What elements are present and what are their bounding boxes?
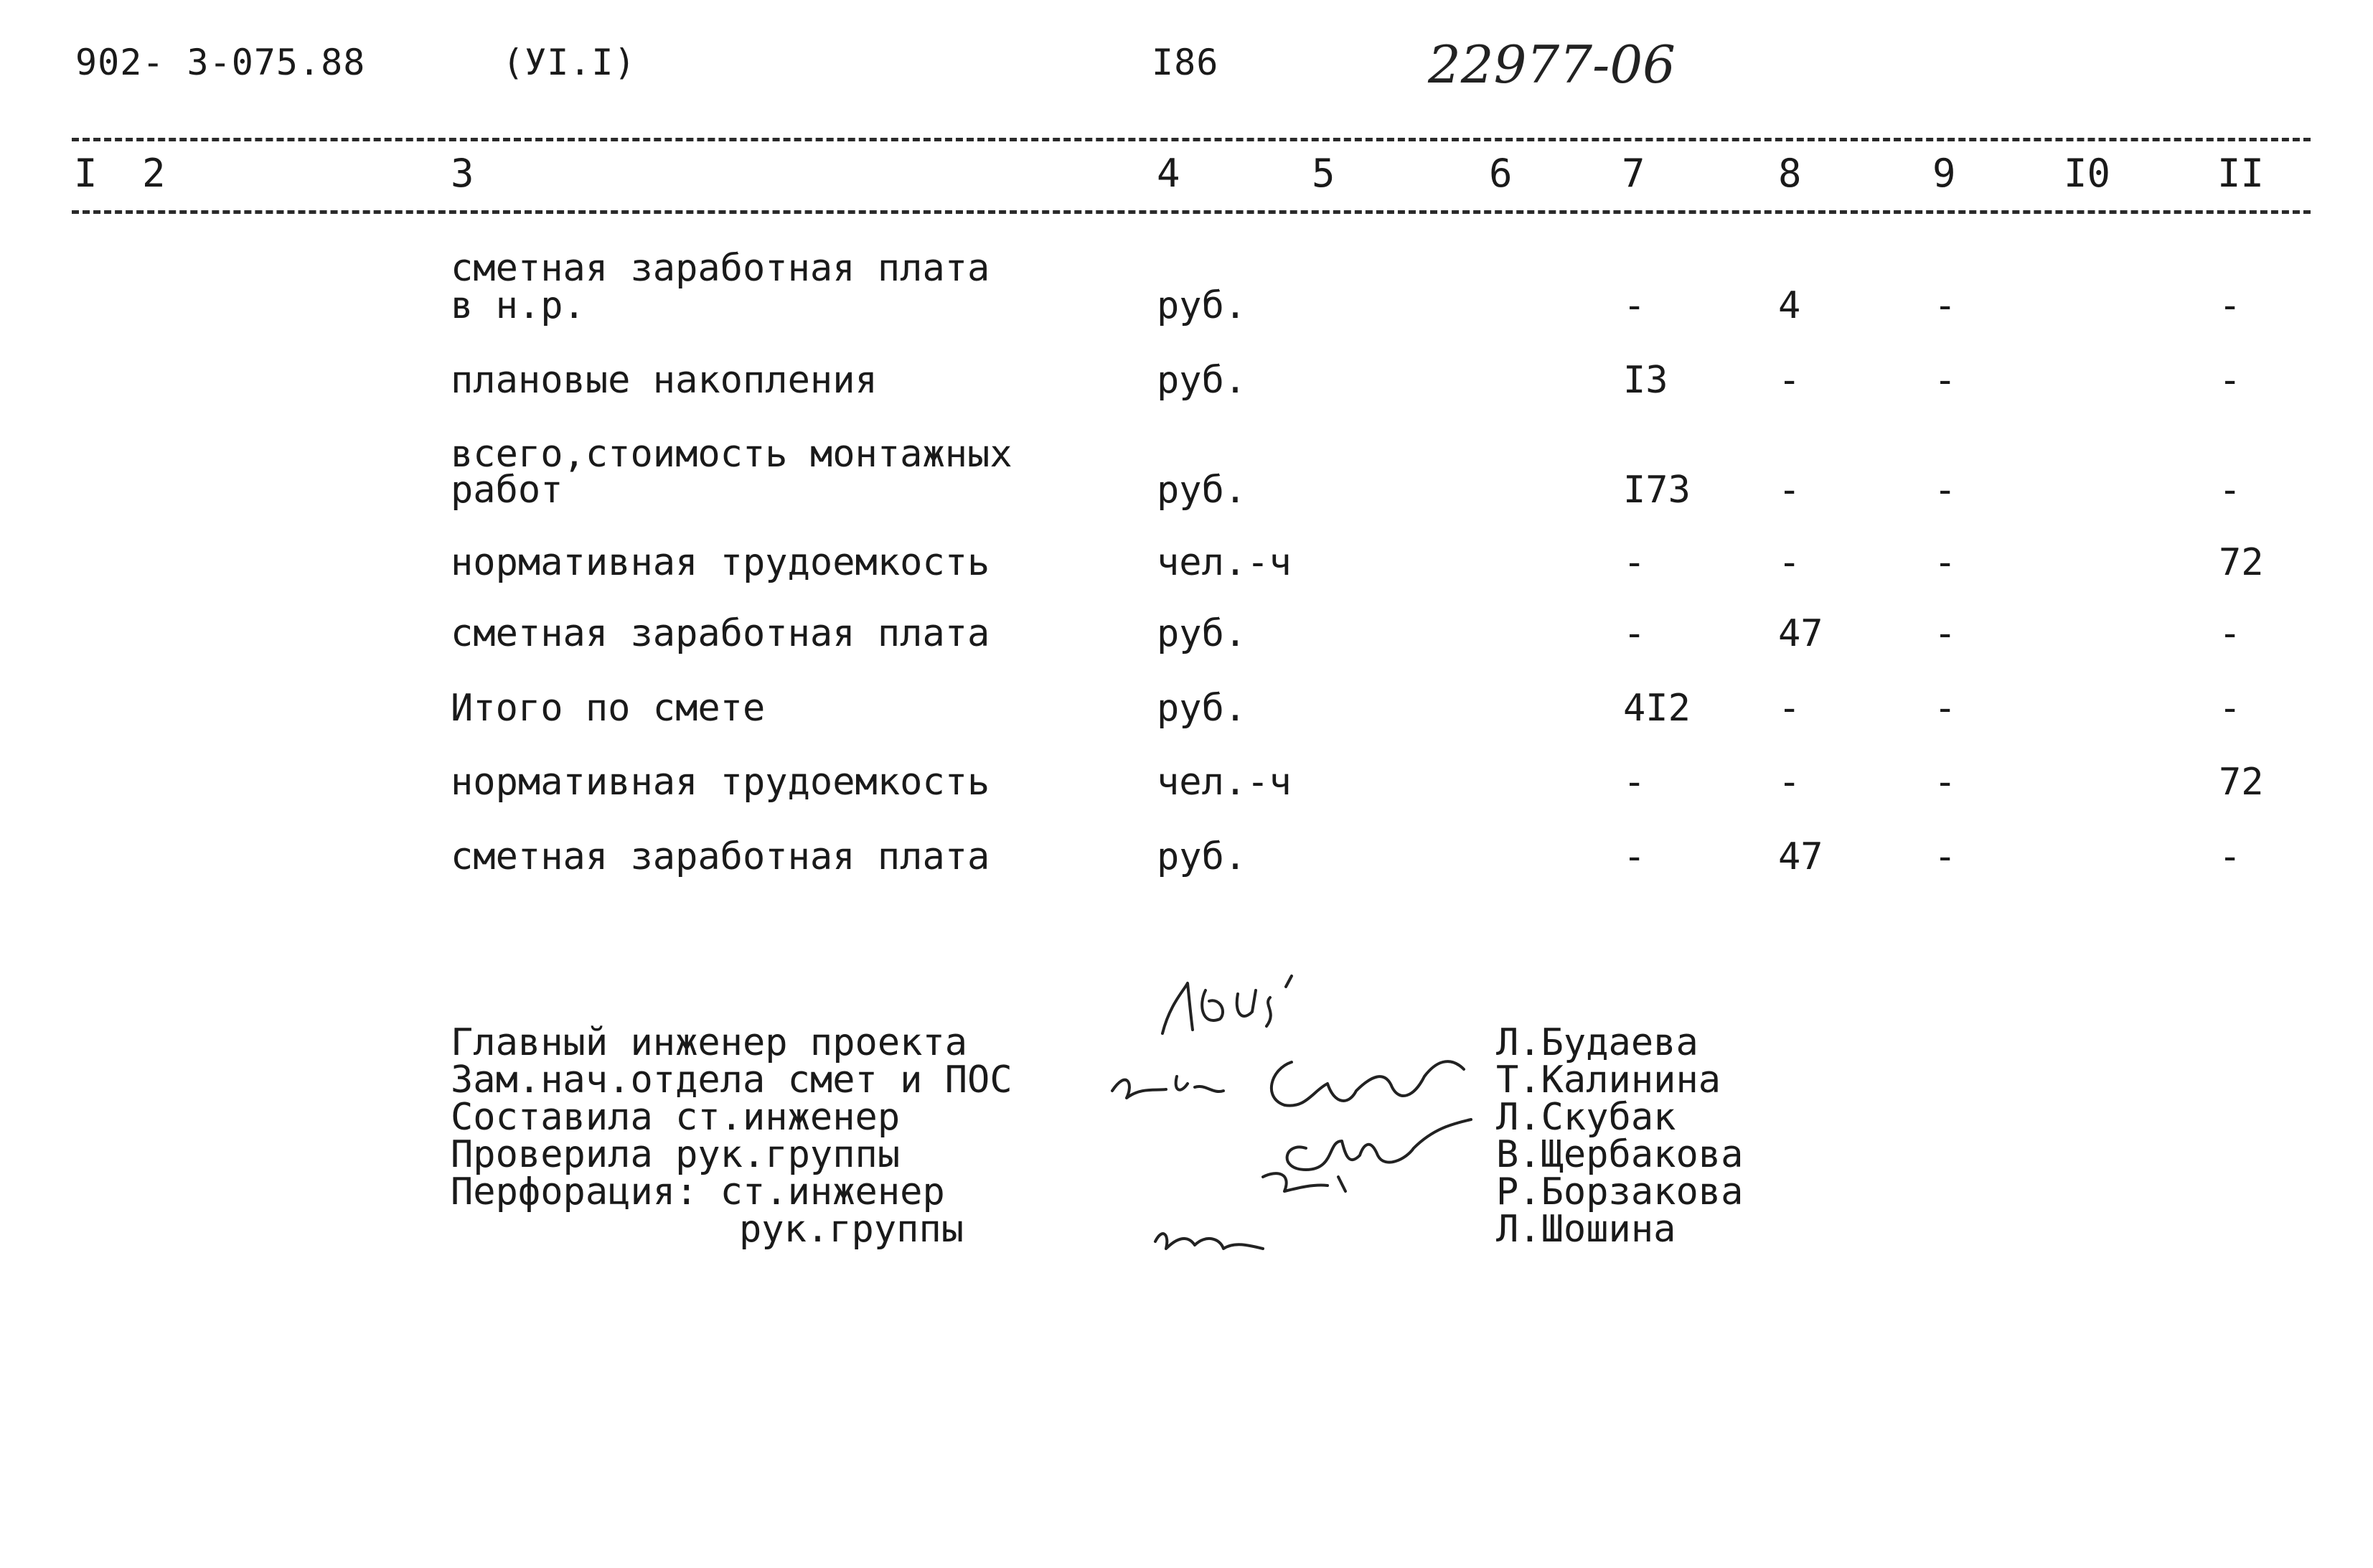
column-header-6: 6: [1489, 151, 1513, 196]
row-col11: 72: [2219, 541, 2264, 584]
row-name: сметная заработная плата: [451, 835, 990, 878]
name-shcherbakova: В.Щербакова: [1496, 1133, 1744, 1176]
column-header-3: 3: [451, 151, 474, 196]
row-unit: руб.: [1157, 612, 1247, 655]
column-header-1: I: [74, 151, 98, 196]
row-unit: руб.: [1157, 687, 1247, 730]
name-borzakova: Р.Борзакова: [1496, 1170, 1744, 1213]
row-col7: -: [1623, 541, 1646, 584]
row-col9: -: [1934, 359, 1957, 402]
row-col8: 4: [1778, 284, 1801, 327]
row-name-line1: всего,стоимость монтажных: [451, 433, 1012, 476]
row-col11: -: [2219, 687, 2242, 730]
row-name-line1: сметная заработная плата: [451, 247, 990, 290]
role-compiler: Составила ст.инженер: [451, 1096, 901, 1139]
name-kalinina: Т.Калинина: [1496, 1058, 1721, 1102]
row-unit: чел.-ч: [1157, 761, 1292, 804]
column-header-4: 4: [1157, 151, 1180, 196]
row-col7: I73: [1623, 469, 1691, 512]
row-col8: 47: [1778, 835, 1823, 878]
row-col9: -: [1934, 541, 1957, 584]
column-header-2: 2: [142, 151, 166, 196]
row-col9: -: [1934, 687, 1957, 730]
row-col9: -: [1934, 612, 1957, 655]
role-deputy-head: Зам.нач.отдела смет и ПОС: [451, 1058, 1012, 1102]
column-header-7: 7: [1622, 151, 1645, 196]
row-col9: -: [1934, 761, 1957, 804]
row-name-line2: в н.р.: [451, 284, 586, 327]
row-col8: 47: [1778, 612, 1823, 655]
row-col11: -: [2219, 835, 2242, 878]
row-name: Итого по смете: [451, 687, 766, 730]
row-col8: -: [1778, 687, 1801, 730]
row-col7: -: [1623, 835, 1646, 878]
page-number: I86: [1152, 42, 1219, 83]
row-col9: -: [1934, 469, 1957, 512]
row-col11: -: [2219, 359, 2242, 402]
row-col11: 72: [2219, 761, 2264, 804]
row-name: плановые накопления: [451, 359, 878, 402]
row-name: сметная заработная плата: [451, 612, 990, 655]
name-skubak: Л.Скубак: [1496, 1096, 1676, 1139]
row-unit: чел.-ч: [1157, 541, 1292, 584]
row-col7: 4I2: [1623, 687, 1691, 730]
role-chief-engineer: Главный инженер проекта: [451, 1021, 968, 1064]
role-checker: Проверила рук.группы: [451, 1133, 901, 1176]
row-unit: руб.: [1157, 359, 1247, 402]
column-header-11: II: [2217, 151, 2265, 196]
inventory-number-handwritten: 22977-06: [1428, 34, 1676, 95]
name-budaeva: Л.Будаева: [1496, 1021, 1698, 1064]
role-perforation: Перфорация: ст.инженер: [451, 1170, 945, 1213]
row-col11: -: [2219, 469, 2242, 512]
column-header-5: 5: [1312, 151, 1335, 196]
row-col8: -: [1778, 359, 1801, 402]
column-header-9: 9: [1932, 151, 1956, 196]
column-header-10: I0: [2064, 151, 2111, 196]
row-unit: руб.: [1157, 284, 1247, 327]
section-code: (УI.I): [502, 42, 636, 83]
row-unit: руб.: [1157, 469, 1247, 512]
header-rule-top: [72, 138, 2311, 141]
header-rule-bottom: [72, 210, 2311, 214]
row-name: нормативная трудоемкость: [451, 541, 990, 584]
row-col9: -: [1934, 835, 1957, 878]
row-col8: -: [1778, 541, 1801, 584]
row-col7: -: [1623, 284, 1646, 327]
row-unit: руб.: [1157, 835, 1247, 878]
row-name-line2: работ: [451, 469, 563, 512]
row-col8: -: [1778, 469, 1801, 512]
document-code: 902- 3-075.88: [75, 42, 366, 83]
role-group-head: рук.группы: [739, 1208, 964, 1251]
row-name: нормативная трудоемкость: [451, 761, 990, 804]
row-col11: -: [2219, 612, 2242, 655]
row-col9: -: [1934, 284, 1957, 327]
handwritten-signatures: [1098, 962, 1500, 1263]
row-col11: -: [2219, 284, 2242, 327]
row-col7: -: [1623, 761, 1646, 804]
row-col8: -: [1778, 761, 1801, 804]
name-shoshina: Л.Шошина: [1496, 1208, 1676, 1251]
row-col7: -: [1623, 612, 1646, 655]
row-col7: I3: [1623, 359, 1668, 402]
column-header-8: 8: [1778, 151, 1802, 196]
